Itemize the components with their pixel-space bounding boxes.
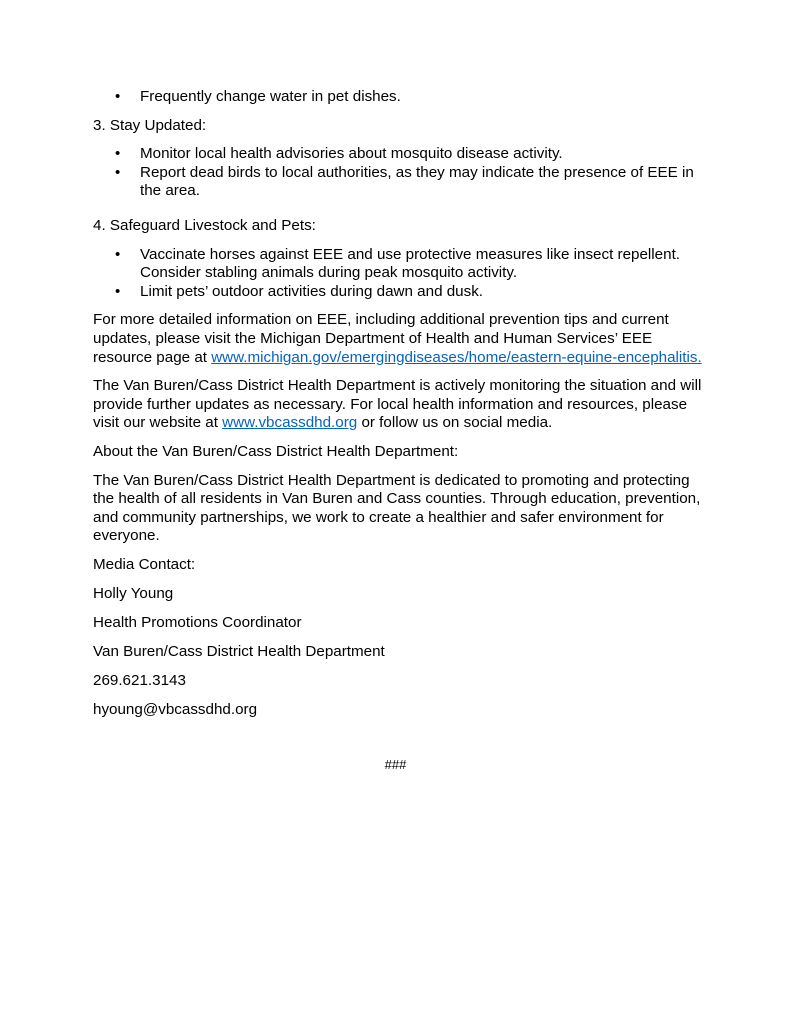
stay-updated-list	[93, 145, 703, 201]
bullet-icon: •	[115, 282, 121, 300]
contact-name: Holly Young	[93, 584, 174, 602]
section-heading-livestock-pets: 4. Safeguard Livestock and Pets:	[93, 216, 316, 234]
list-item-text: Monitor local health advisories about mosquito disease activity.	[140, 145, 563, 163]
list-item	[93, 164, 703, 201]
list-item-text: Frequently change water in pet dishes.	[140, 88, 401, 105]
bullet-icon: •	[115, 163, 121, 181]
contact-email: hyoung@vbcassdhd.org	[93, 700, 258, 718]
info-text: For more detailed information on EEE, including additional prevention tips and current updates, please visit the Michigan Department of Health and Human Services’ EEE resource page at	[93, 311, 669, 366]
list-item-text: Vaccinate horses against EEE and use protective measures like insect repellent. Consider stabling animals during peak mosquito activity.	[140, 245, 681, 282]
pet-water-list	[93, 88, 703, 107]
list-item-text: Report dead birds to local authorities, as they may indicate the presence of EEE in the area.	[140, 163, 694, 200]
media-contact-label: Media Contact:	[93, 555, 196, 573]
livestock-pets-list	[93, 246, 703, 302]
contact-phone: 269.621.3143	[93, 671, 186, 689]
contact-organization: Van Buren/Cass District Health Department	[93, 642, 385, 660]
info-paragraph	[93, 311, 703, 367]
mdhhs-eee-link[interactable]: www.michigan.gov/emergingdiseases/home/eastern-equine-encephalitis.	[211, 348, 702, 366]
section-heading-stay-updated: 3. Stay Updated:	[93, 116, 207, 134]
monitoring-text-end: or follow us on social media.	[357, 414, 553, 432]
contact-title: Health Promotions Coordinator	[93, 613, 302, 631]
document-page	[93, 88, 703, 775]
bullet-icon: •	[115, 145, 121, 163]
list-item	[93, 88, 703, 107]
list-item-text: Limit pets’ outdoor activities during dawn and dusk.	[140, 282, 484, 300]
bullet-icon: •	[115, 245, 121, 263]
list-item	[93, 145, 703, 164]
about-heading: About the Van Buren/Cass District Health Department:	[93, 442, 459, 460]
about-paragraph: The Van Buren/Cass District Health Department is dedicated to promoting and protecting the health of all residents in Van Buren and Cass counties. Through education, prevention, and community partnerships, we work to create a healthier and safer environment for everyone.	[93, 471, 701, 545]
monitoring-text: The Van Buren/Cass District Health Department is actively monitoring the situation and will provide further updates as necessary. For local health information and resources, please visit our website at	[93, 377, 702, 432]
bullet-icon: •	[115, 88, 121, 105]
list-item	[93, 246, 703, 283]
vbcassdhd-website-link[interactable]: www.vbcassdhd.org	[222, 414, 358, 432]
end-of-release-mark: ###	[384, 757, 407, 773]
list-item	[93, 283, 703, 302]
monitoring-paragraph	[93, 377, 703, 433]
